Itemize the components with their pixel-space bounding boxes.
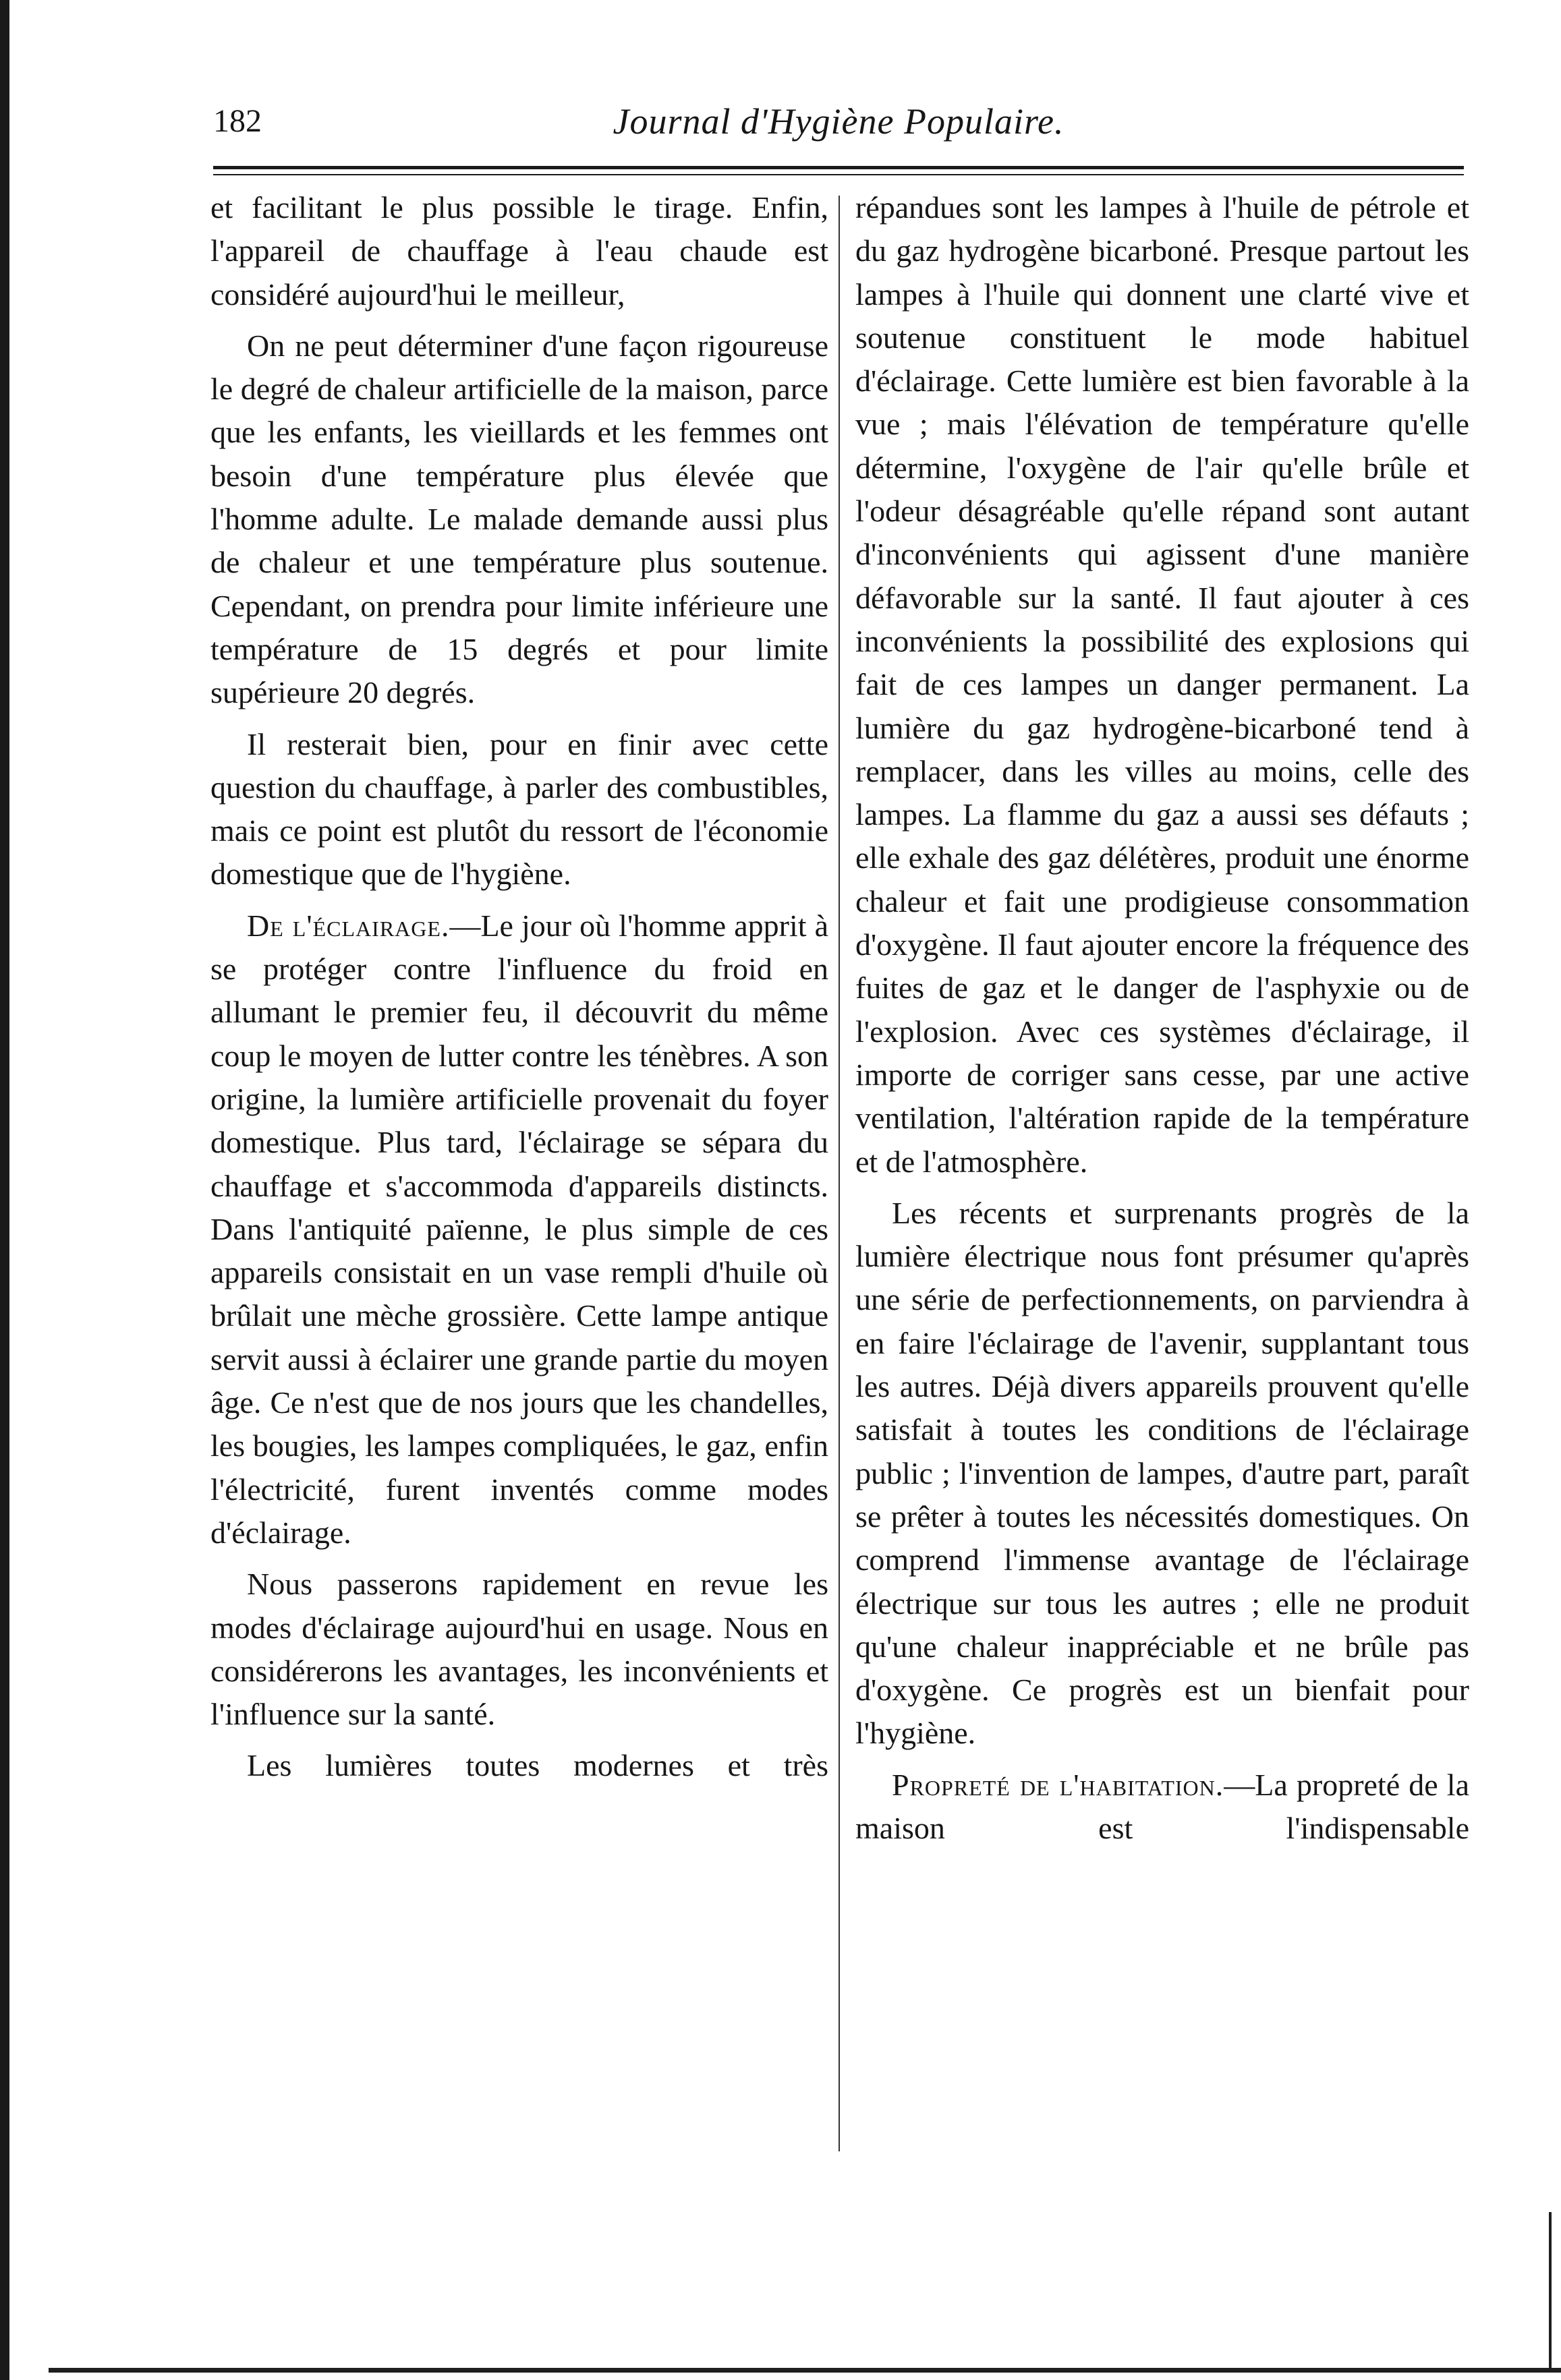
left-column bbox=[210, 186, 828, 1796]
page-scan-edge bbox=[0, 0, 9, 2380]
section-heading-eclairage: De l'éclairage. bbox=[247, 908, 450, 943]
paragraph-review: Nous passerons rapidement en revue les modes d'éclairage aujourd'hui en usage. Nous en considérerons les avantages, les inconvénients et l'influence sur la santé. bbox=[210, 1567, 828, 1732]
section-heading-proprete: Propreté de l'habitation. bbox=[892, 1767, 1224, 1802]
paragraph-temperature: On ne peut déterminer d'une façon rigoureuse le degré de chaleur artificielle de la maison, parce que les enfants, les vieillards et les femmes ont besoin d'une température plus élevée que l'homme adulte. Le malade demande aussi plus de chaleur et une température plus soutenue. Cependant, on prendra pour limite inférieure une température de 15 degrés et pour limite supérieure 20 degrés. bbox=[210, 328, 828, 710]
page-number: 182 bbox=[213, 103, 262, 139]
paragraph-electric-light: Les récents et surprenants progrès de la lumière électrique nous font présumer qu'après une série de perfectionnements, on parviendra à en faire l'éclairage de l'avenir, supplantant tous les autres. Déjà divers appareils prouvent qu'elle satisfait à toutes les conditions de l'éclairage public ; l'invention de lampes, d'autre part, paraît se prêter à toutes les nécessités domestiques. On comprend l'immense avantage de l'éclairage électrique sur tous les autres ; elle ne produit qu'une chaleur inappréciable et ne brûle pas d'oxygène. Ce progrès est un bienfait pour l'hygiène. bbox=[855, 1195, 1469, 1751]
paragraph-combustibles: Il resterait bien, pour en finir avec cette question du chauffage, à parler des combustibles, mais ce point est plutôt du ressort de l'économie domestique que de l'hygiène. bbox=[210, 726, 828, 892]
page-bottom-edge bbox=[49, 2368, 1561, 2373]
paragraph-oil-lamps-gas: répandues sont les lampes à l'huile de pétrole et du gaz hydrogène bicarboné. Presque partout les lampes à l'huile qui donnent une clarté vive et soutenue constituent le mode habituel d'éclairage. Cette lumière est bien favorable à la vue ; mais l'élévation de température qu'elle détermine, l'oxygène de l'air qu'elle brûle et l'odeur désagréable qu'elle répand sont autant d'inconvénients qui agissent d'une manière défavorable sur la santé. Il faut ajouter à ces inconvénients la possibilité des explosions qui fait de ces lampes un danger permanent. La lumière du gaz hydrogène-bicarboné tend à remplacer, dans les villes au moins, celle des lampes. La flamme du gaz a aussi ses défauts ; elle exhale des gaz délétères, produit une énorme chaleur et fait une prodigieuse consommation d'oxygène. Il faut ajouter encore la fréquence des fuites de gaz et le danger de l'asphyxie ou de l'explosion. Avec ces systèmes d'éclairage, il importe de corriger sans cesse, par une active ventilation, l'altération rapide de la température et de l'atmosphère. bbox=[855, 190, 1469, 1179]
right-column bbox=[855, 186, 1469, 1858]
paragraph-lighting-intro bbox=[210, 904, 828, 1555]
paragraph-heating-end: et facilitant le plus possible le tirage. Enfin, l'appareil de chauffage à l'eau chaude est considéré aujourd'hui le meilleur, bbox=[210, 190, 828, 312]
paragraph-modern-lights: Les lumières toutes modernes et très bbox=[247, 1748, 828, 1783]
header-rule-thick bbox=[213, 166, 1464, 169]
page-corner-edge bbox=[1549, 2212, 1552, 2371]
column-divider bbox=[839, 196, 840, 2151]
journal-title: Journal d'Hygiène Populaire. bbox=[613, 101, 1065, 142]
paragraph-cleanliness bbox=[855, 1764, 1469, 1851]
paragraph-lighting-text: —Le jour où l'homme apprit à se protéger contre l'influence du froid en allumant le premier feu, il découvrit du même coup le moyen de lutter contre les ténèbres. A son origine, la lumière artificielle provenait du foyer domestique. Plus tard, l'éclairage se sépara du chauffage et s'accommoda d'appareils distincts. Dans l'antiquité païenne, le plus simple de ces appareils consistait en un vase rempli d'huile où brûlait une mèche grossière. Cette lampe antique servit aussi à éclairer une grande partie du moyen âge. Ce n'est que de nos jours que les chandelles, les bougies, les lampes compliquées, le gaz, enfin l'électricité, furent inventés comme modes d'éclairage. bbox=[210, 908, 828, 1550]
header-rule-thin bbox=[213, 174, 1464, 175]
running-header bbox=[213, 94, 1464, 162]
paragraph-cleanliness-text: —La propreté de la maison est l'indispensable bbox=[855, 1767, 1469, 1845]
